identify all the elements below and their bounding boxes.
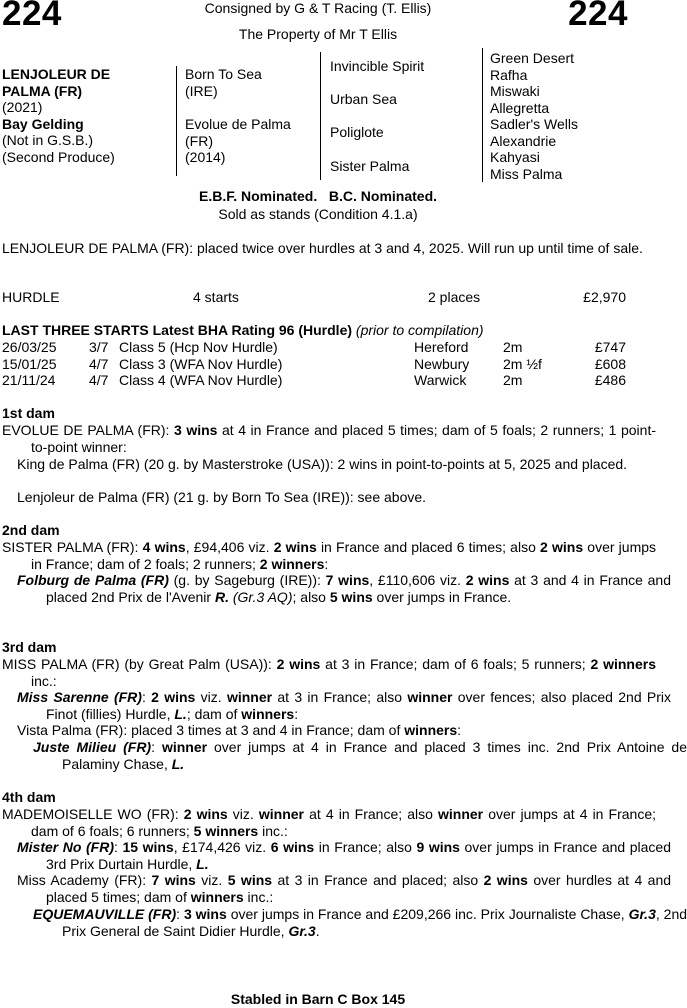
stabling-info: Stabled in Barn C Box 145 (230, 991, 406, 1007)
race-record (2, 289, 630, 306)
pedigree-divider-3 (482, 48, 483, 182)
start-date: 26/03/25 (2, 339, 57, 355)
horse-year: (2021) (2, 99, 43, 115)
ggp-4: Allegretta (490, 99, 550, 116)
ggp-8: Miss Palma (490, 165, 563, 182)
granddam-1: Urban Sea (330, 91, 397, 107)
lot-number-left: 224 (2, 0, 62, 33)
first-dam-produce-1: King de Palma (FR) (20 g. by Masterstroke (USA)): 2 wins in point-to-points at 5, 2025 and placed. (17, 456, 628, 472)
start-position: 3/7 (89, 339, 109, 355)
granddam-2: Sister Palma (330, 158, 410, 174)
table-row (2, 372, 630, 389)
dam-year: (2014) (185, 149, 226, 165)
start-race: Class 4 (WFA Nov Hurdle) (119, 372, 283, 388)
third-dam-grandproduce-1: Juste Milieu (FR): winner over jumps at 4 in France and placed 3 times inc. 2nd Prix Antoine de Palaminy Chase, L. (33, 739, 687, 772)
pedigree-divider-2 (320, 52, 321, 180)
start-position: 4/7 (89, 356, 109, 372)
table-row (2, 339, 630, 356)
great-grandparents (490, 50, 578, 182)
table-row (2, 356, 630, 373)
start-prize: £486 (594, 372, 626, 388)
third-dam-produce-1: Miss Sarenne (FR): 2 wins viz. winner at 3 in France; also winner over fences; also placed 2nd Prix Finot (fillies) Hurdle, L.; dam of winners: (17, 689, 672, 722)
dam-name-line2: (FR) (185, 132, 213, 149)
start-position: 4/7 (89, 372, 109, 388)
horse-gsb: (Not in G.S.B.) (2, 132, 94, 148)
consignor: Consigned by G & T Racing (T. Ellis) (204, 0, 432, 16)
second-dam-heading: 2nd dam (2, 522, 60, 538)
last-three-note: (prior to compilation) (355, 322, 484, 338)
second-dam-record: SISTER PALMA (FR): 4 wins, £94,406 viz. 2 wins in France and placed 6 times; also 2 wins over jumps in France; dam of 2 foals; 2 runners; 2 winners: (2, 539, 657, 572)
third-dam-record: MISS PALMA (FR) (by Great Palm (USA)): 2 wins at 3 in France; dam of 6 foals; 5 runners; 2 winners inc.: (2, 656, 656, 689)
last-three-heading (2, 322, 484, 339)
start-course: Warwick (414, 372, 467, 388)
ggp-3: Miswaki (490, 83, 540, 99)
start-prize: £608 (594, 356, 626, 372)
start-race: Class 3 (WFA Nov Hurdle) (119, 356, 283, 372)
pedigree-sire (185, 66, 262, 99)
ggp-2: Rafha (490, 66, 528, 83)
fourth-dam-heading: 4th dam (2, 789, 56, 805)
first-dam-record: EVOLUE DE PALMA (FR): 3 wins at 4 in France and placed 5 times; dam of 5 foals; 2 runners; 1 point-to-point winner: (2, 422, 656, 455)
race-summary: LENJOLEUR DE PALMA (FR): placed twice over hurdles at 3 and 4, 2025. Will run up until time of sale. (2, 240, 643, 256)
horse-name-line2: PALMA (FR) (2, 82, 83, 99)
start-course: Newbury (414, 356, 470, 372)
third-dam-produce-2: Vista Palma (FR): placed 3 times at 3 and 4 in France; dam of winners: (17, 722, 462, 738)
pedigree-dam (185, 116, 291, 166)
ggp-5: Sadler's Wells (490, 116, 578, 132)
horse-identity (2, 66, 115, 165)
start-date: 21/11/24 (2, 372, 56, 388)
start-course: Hereford (414, 339, 469, 355)
start-prize: £747 (594, 339, 626, 355)
ggp-1: Green Desert (490, 50, 575, 66)
fourth-dam-produce-1: Mister No (FR): 15 wins, £174,426 viz. 6 wins in France; also 9 wins over jumps in France and placed 3rd Prix Durtain Hurdle, L. (17, 839, 671, 872)
start-distance: 2m (503, 339, 523, 355)
sold-as-stands: Sold as stands (Condition 4.1.a) (218, 206, 418, 222)
horse-produce: (Second Produce) (2, 148, 115, 165)
record-starts: 4 starts (193, 289, 239, 305)
nominations: E.B.F. Nominated. B.C. Nominated. (198, 188, 438, 204)
start-distance: 2m ½f (503, 356, 542, 372)
fourth-dam-record: MADEMOISELLE WO (FR): 2 wins viz. winner at 4 in France; also winner over jumps at 4 in France; dam of 6 foals; 6 runners; 5 winners inc.: (2, 806, 657, 839)
sire-origin: (IRE) (185, 82, 218, 99)
record-earnings: £2,970 (583, 289, 626, 305)
property-of: The Property of Mr T Ellis (238, 26, 398, 42)
horse-name-line1: LENJOLEUR DE (2, 66, 111, 82)
ggp-6: Alexandrie (490, 132, 557, 149)
grandsire-2: Poliglote (330, 124, 384, 140)
ggp-7: Kahyasi (490, 149, 540, 165)
sire-name: Born To Sea (185, 66, 262, 82)
record-places: 2 places (428, 289, 481, 305)
third-dam-heading: 3rd dam (2, 639, 57, 655)
start-date: 15/01/25 (2, 356, 57, 372)
second-dam-produce-1: Folburg de Palma (FR) (g. by Sageburg (IRE)): 7 wins, £110,606 viz. 2 wins at 3 and 4 in France and placed 2nd Prix de l'Avenir R. (Gr.3 AQ); also 5 wins over jumps in France. (17, 572, 671, 605)
lot-number-right: 224 (568, 0, 628, 33)
dam-name-line1: Evolue de Palma (185, 116, 291, 132)
horse-sex: Bay Gelding (2, 115, 84, 132)
first-dam-heading: 1st dam (2, 405, 55, 421)
grandsire-1: Invincible Spirit (330, 58, 425, 74)
last-three-title: LAST THREE STARTS Latest BHA Rating 96 (Hurdle) (2, 322, 353, 338)
fourth-dam-produce-2: Miss Academy (FR): 7 wins viz. 5 wins at 3 in France and placed; also 2 wins over hurdles at 4 and placed 5 times; dam of winners inc.: (17, 872, 672, 905)
start-distance: 2m (503, 372, 523, 388)
pedigree-divider-1 (176, 66, 177, 176)
fourth-dam-grandproduce-1: EQUEMAUVILLE (FR): 3 wins over jumps in France and £209,266 inc. Prix Journaliste Chase, Gr.3, 2nd Prix General de Saint Didier Hurdle, Gr.3. (33, 906, 687, 939)
first-dam-produce-2: Lenjoleur de Palma (FR) (21 g. by Born To Sea (IRE)): see above. (17, 489, 427, 505)
record-type: HURDLE (2, 289, 60, 305)
start-race: Class 5 (Hcp Nov Hurdle) (119, 339, 278, 355)
